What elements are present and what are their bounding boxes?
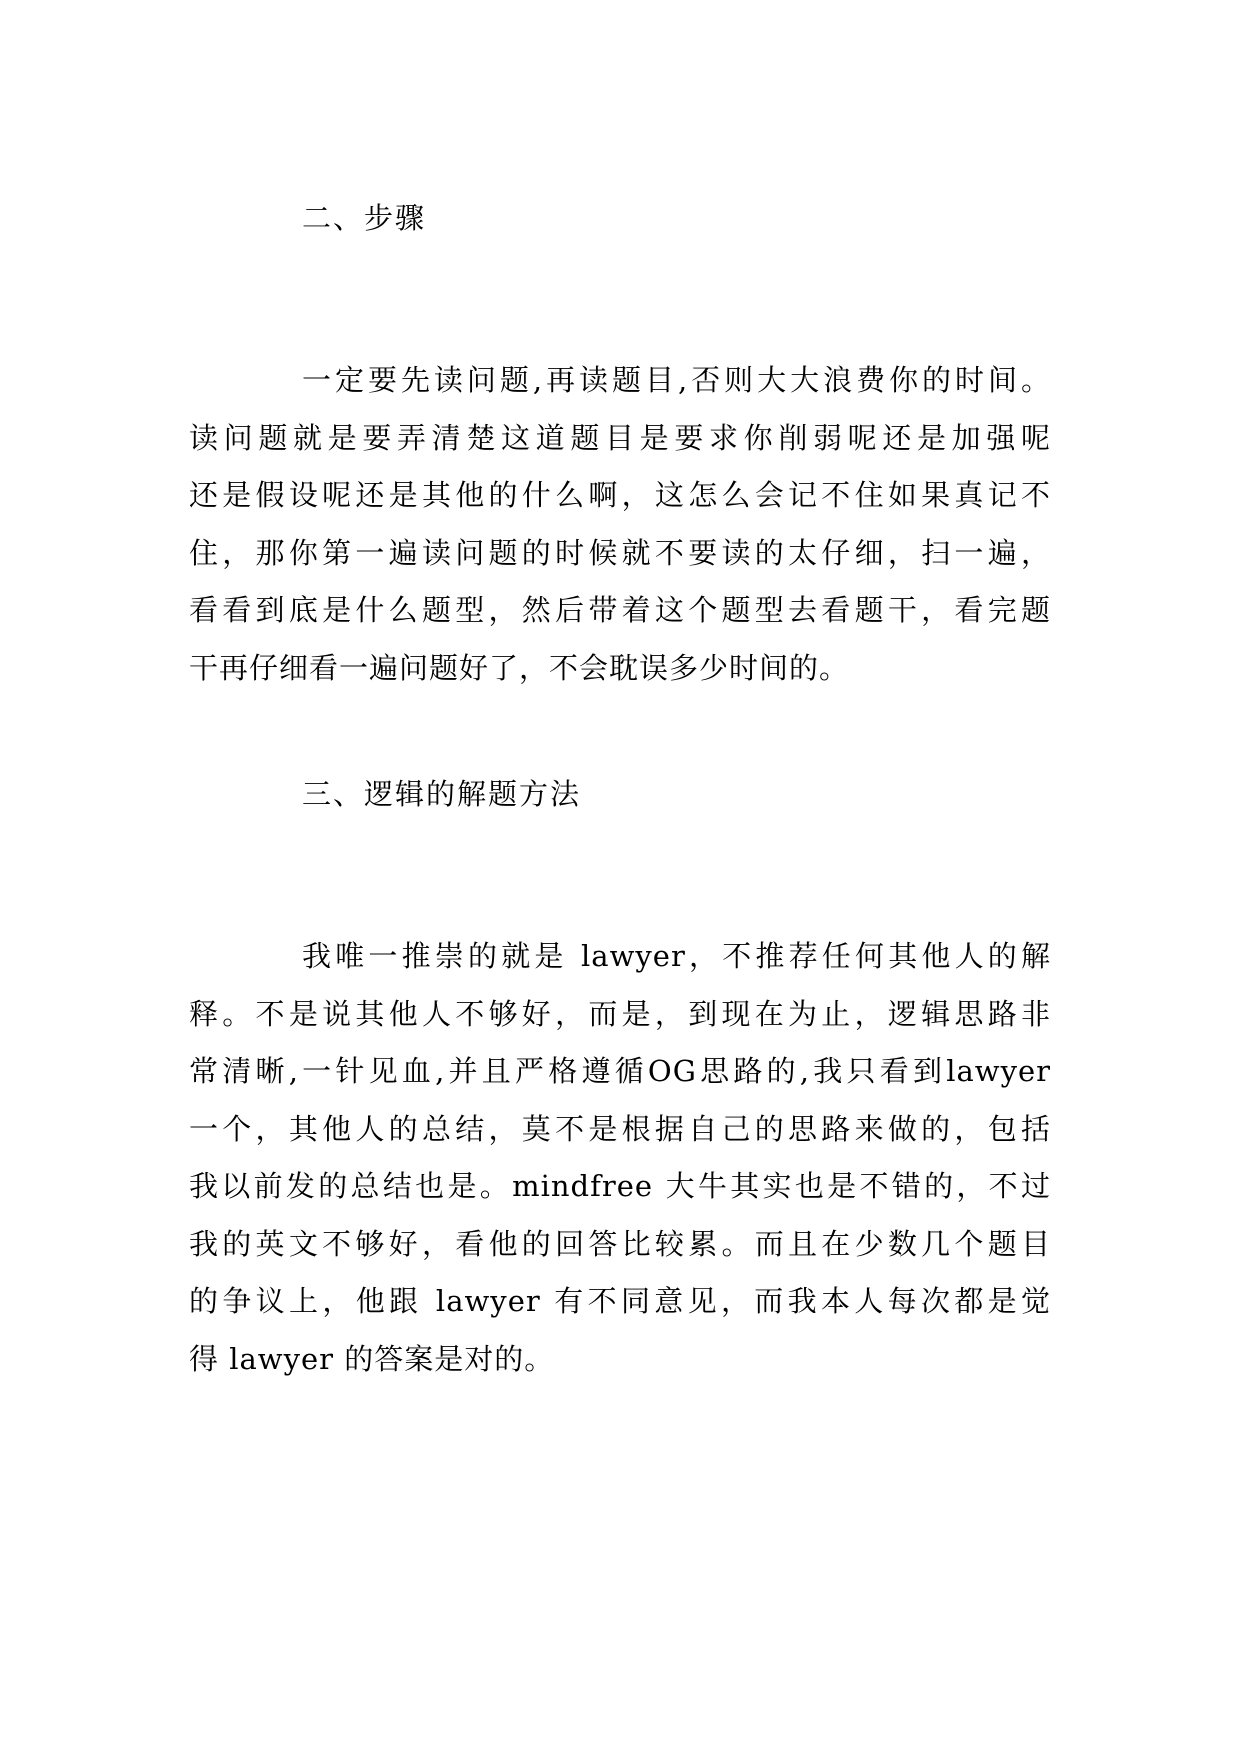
paragraph-line: 我唯一推崇的就是 lawyer，不推荐任何其他人的解 (302, 939, 1051, 973)
paragraph-line: 还是假设呢还是其他的什么啊，这怎么会记不住如果真记不 (189, 478, 1051, 512)
paragraph-line: 的争议上，他跟 lawyer 有不同意见，而我本人每次都是觉 (189, 1284, 1051, 1318)
paragraph-line: 释。不是说其他人不够好，而是，到现在为止，逻辑思路非 (189, 996, 1051, 1031)
paragraph-line: 一个，其他人的总结，莫不是根据自己的思路来做的，包括 (189, 1111, 1051, 1146)
paragraph-steps (189, 352, 1051, 697)
paragraph-line: 干再仔细看一遍问题好了，不会耽误多少时间的。 (189, 650, 850, 685)
paragraph-line: 我的英文不够好，看他的回答比较累。而且在少数几个题目 (189, 1226, 1051, 1261)
paragraph-line: 一定要先读问题,再读题目,否则大大浪费你的时间。 (302, 363, 1051, 397)
paragraph-line: 读问题就是要弄清楚这道题目是要求你削弱呢还是加强呢 (189, 420, 1051, 455)
section-heading-logic-methods: 三、逻辑的解题方法 (302, 777, 582, 811)
paragraph-line: 得 lawyer 的答案是对的。 (189, 1341, 555, 1376)
paragraph-line: 看看到底是什么题型，然后带着这个题型去看题干，看完题 (189, 593, 1051, 627)
paragraph-line: 我以前发的总结也是。mindfree 大牛其实也是不错的，不过 (189, 1169, 1051, 1203)
section-heading-steps: 二、步骤 (302, 201, 427, 235)
paragraph-logic-methods (189, 928, 1051, 1388)
paragraph-line: 住，那你第一遍读问题的时候就不要读的太仔细，扫一遍， (189, 535, 1051, 570)
paragraph-line: 常清晰,一针见血,并且严格遵循OG思路的,我只看到lawyer (189, 1054, 1051, 1088)
